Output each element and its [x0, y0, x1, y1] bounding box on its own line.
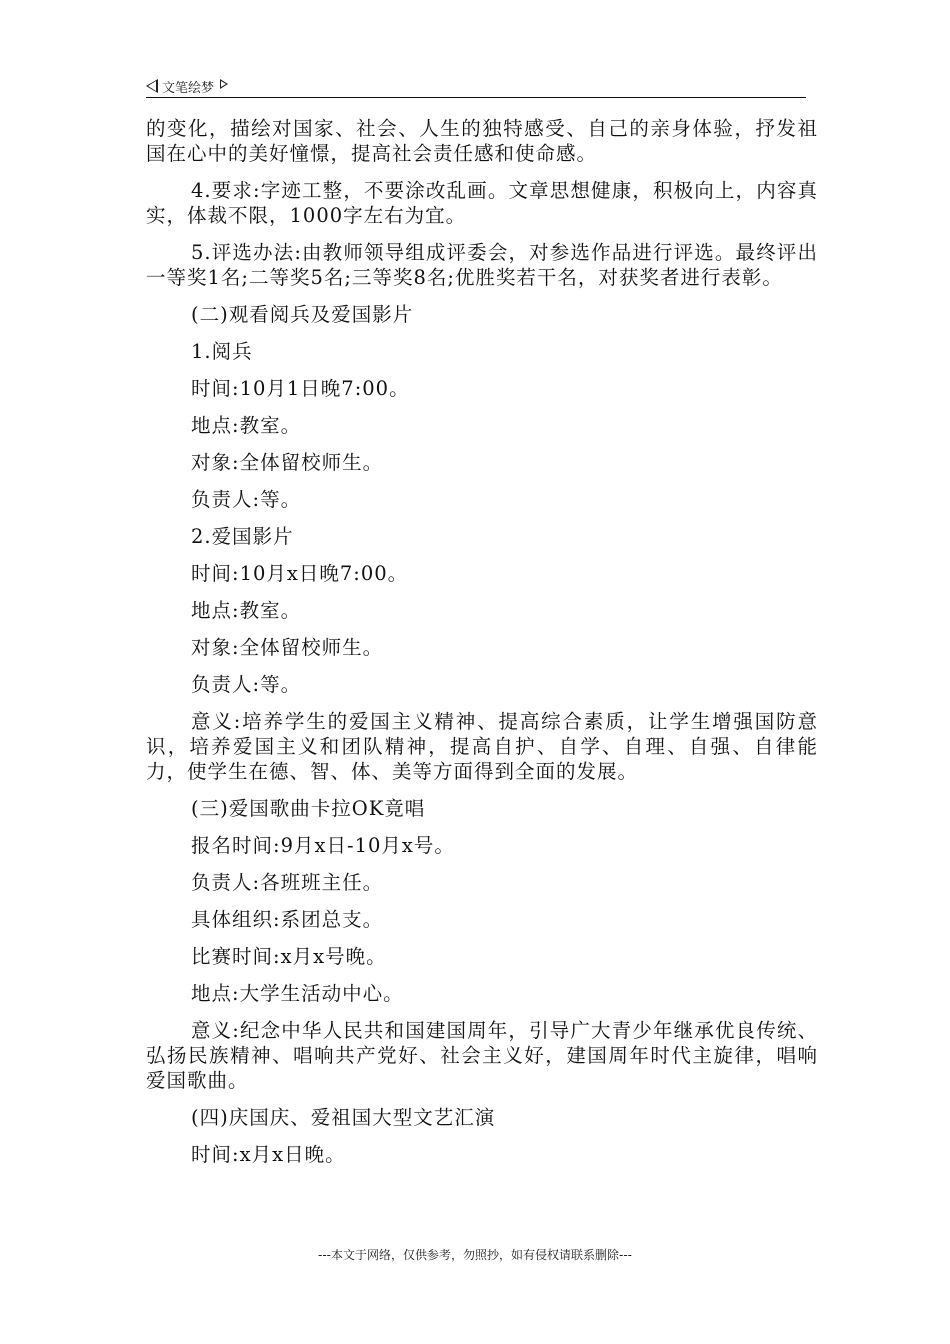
- paragraph: (三)爱国歌曲卡拉OK竟唱: [191, 797, 426, 820]
- paragraph: (二)观看阅兵及爱国影片: [191, 303, 414, 326]
- paragraph: 1.阅兵: [191, 340, 253, 363]
- paragraph: 时间:x月x日晚。: [191, 1143, 346, 1166]
- header-title: 文笔绘梦: [162, 80, 215, 96]
- paragraph: 比赛时间:x月x号晚。: [191, 945, 387, 968]
- paragraph: 2.爱国影片: [191, 525, 294, 548]
- paragraph: 具体组织:系团总支。: [191, 908, 384, 931]
- footer-disclaimer: ---本文于网络，仅供参考，勿照抄，如有侵权请联系删除---: [318, 1248, 632, 1262]
- paragraph: 负责人:等。: [191, 488, 302, 511]
- triangle-left-icon: [146, 79, 158, 93]
- paragraph: 负责人:等。: [191, 673, 302, 696]
- paragraph: 地点:教室。: [191, 599, 302, 622]
- page-header: [146, 74, 806, 98]
- paragraph: 5.评选办法:由教师领导组成评委会，对参选作品进行评选。最终评出一等奖1名;二等奖5名;三等奖8名;优胜奖若干名，对获奖者进行表彰。: [146, 241, 818, 289]
- paragraph: 的变化，描绘对国家、社会、人生的独特感受、自己的亲身体验，抒发祖国在心中的美好憧憬，提高社会责任感和使命感。: [146, 117, 818, 165]
- paragraph: 意义:培养学生的爱国主义精神、提高综合素质，让学生增强国防意识，培养爱国主义和团队精神，提高自护、自学、自理、自强、自律能力，使学生在德、智、体、美等方面得到全面的发展。: [146, 710, 818, 783]
- paragraph: 地点:大学生活动中心。: [191, 982, 404, 1005]
- paragraph: 意义:纪念中华人民共和国建国周年，引导广大青少年继承优良传统、弘扬民族精神、唱响共产党好、社会主义好，建国周年时代主旋律，唱响爱国歌曲。: [146, 1019, 818, 1092]
- header-divider: [146, 97, 806, 98]
- paragraph: (四)庆国庆、爱祖国大型文艺汇演: [191, 1106, 496, 1129]
- paragraph: 对象:全体留校师生。: [191, 636, 384, 659]
- document-body: [146, 116, 818, 1179]
- paragraph: 负责人:各班班主任。: [191, 871, 384, 894]
- paragraph: 地点:教室。: [191, 414, 302, 437]
- paragraph: 时间:10月x日晚7:00。: [191, 562, 409, 585]
- paragraph: 时间:10月1日晚7:00。: [191, 377, 410, 400]
- paragraph: 报名时间:9月x日-10月x号。: [191, 834, 455, 857]
- triangle-right-icon: [220, 79, 228, 89]
- paragraph: 4.要求:字迹工整，不要涂改乱画。文章思想健康，积极向上，内容真实，体裁不限，1000字左右为宜。: [146, 179, 818, 227]
- paragraph: 对象:全体留校师生。: [191, 451, 384, 474]
